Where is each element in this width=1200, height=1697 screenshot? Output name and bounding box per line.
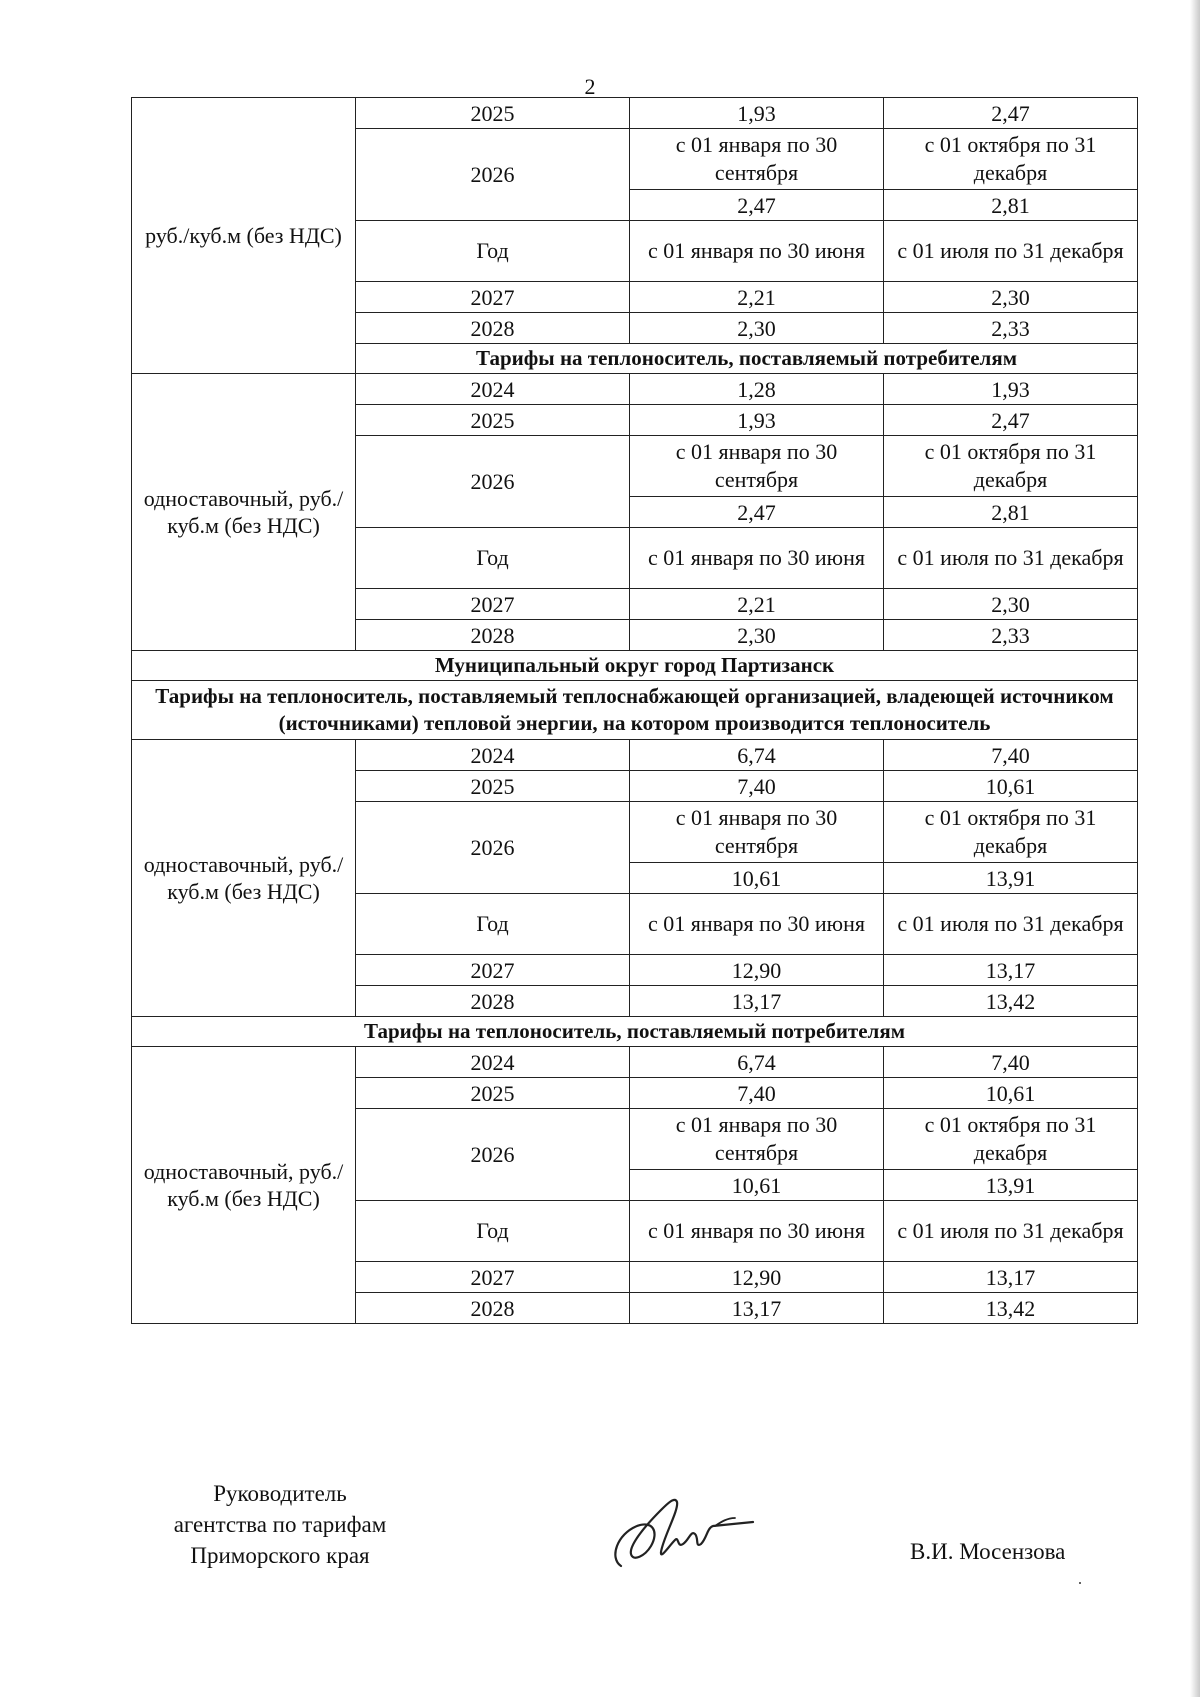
section-row — [132, 651, 1138, 681]
year-cell: 2028 — [356, 620, 630, 651]
value-cell: 2,47 — [630, 497, 884, 528]
period-cell: с 01 октября по 31 декабря — [884, 1109, 1138, 1170]
table-row — [132, 1047, 1138, 1078]
year-cell: 2027 — [356, 589, 630, 620]
period-cell: с 01 октября по 31 декабря — [884, 802, 1138, 863]
table-row — [132, 98, 1138, 129]
year-cell: 2024 — [356, 740, 630, 771]
period-cell: с 01 июля по 31 декабря — [884, 528, 1138, 589]
value-cell: 13,91 — [884, 1170, 1138, 1201]
value-cell: 1,93 — [630, 405, 884, 436]
period-cell: с 01 октября по 31 декабря — [884, 129, 1138, 190]
value-cell: 2,21 — [630, 589, 884, 620]
year-cell: 2025 — [356, 405, 630, 436]
year-cell: 2028 — [356, 986, 630, 1017]
value-cell: 1,93 — [630, 98, 884, 129]
period-cell: с 01 января по 30 июня — [630, 221, 884, 282]
value-cell: 13,91 — [884, 863, 1138, 894]
position-line: Руководитель — [213, 1481, 347, 1506]
position-line: агентства по тарифам — [173, 1512, 387, 1537]
section-heading-partizansk: Муниципальный округ город Партизанск — [132, 651, 1138, 681]
section-heading-consumers: Тарифы на теплоноситель, поставляемый потребителям — [132, 1017, 1138, 1047]
value-cell: 13,17 — [630, 986, 884, 1017]
period-cell: с 01 января по 30 сентября — [630, 436, 884, 497]
page-edge-shadow — [1190, 0, 1200, 1697]
year-cell: 2027 — [356, 955, 630, 986]
year-cell: 2026 — [356, 436, 630, 528]
value-cell: 7,40 — [630, 1078, 884, 1109]
value-cell: 13,17 — [884, 955, 1138, 986]
section-heading-supplier: Тарифы на теплоноситель, поставляемый теплоснабжающей организацией, владеющей источником (источниками) тепловой энергии, на котором производится теплоноситель — [132, 681, 1138, 740]
year-cell: 2027 — [356, 282, 630, 313]
period-cell: с 01 января по 30 сентября — [630, 1109, 884, 1170]
period-cell: с 01 июля по 31 декабря — [884, 1201, 1138, 1262]
unit-cell: руб./куб.м (без НДС) — [132, 98, 356, 374]
year-cell: 2026 — [356, 129, 630, 221]
year-cell: 2024 — [356, 374, 630, 405]
scan-speck — [1079, 1582, 1081, 1584]
value-cell: 2,30 — [630, 313, 884, 344]
year-cell: 2027 — [356, 1262, 630, 1293]
year-cell: 2025 — [356, 1078, 630, 1109]
value-cell: 2,30 — [884, 282, 1138, 313]
period-cell: с 01 июля по 31 декабря — [884, 221, 1138, 282]
value-cell: 12,90 — [630, 955, 884, 986]
table-row — [132, 740, 1138, 771]
section-row — [132, 681, 1138, 740]
value-cell: 7,40 — [884, 1047, 1138, 1078]
year-cell: 2026 — [356, 802, 630, 894]
unit-cell: одноставочный, руб./куб.м (без НДС) — [132, 740, 356, 1017]
year-cell: 2028 — [356, 1293, 630, 1324]
value-cell: 2,33 — [884, 313, 1138, 344]
signatory-name: В.И. Мосензова — [910, 1539, 1066, 1564]
period-cell: с 01 января по 30 сентября — [630, 802, 884, 863]
value-cell: 2,81 — [884, 190, 1138, 221]
value-cell: 2,30 — [630, 620, 884, 651]
value-cell: 2,33 — [884, 620, 1138, 651]
value-cell: 13,17 — [884, 1262, 1138, 1293]
handwritten-signature — [603, 1488, 763, 1578]
value-cell: 7,40 — [630, 771, 884, 802]
value-cell: 2,21 — [630, 282, 884, 313]
signatory-position — [140, 1478, 420, 1571]
year-cell: 2024 — [356, 1047, 630, 1078]
year-cell: 2026 — [356, 1109, 630, 1201]
value-cell: 2,81 — [884, 497, 1138, 528]
value-cell: 2,47 — [630, 190, 884, 221]
value-cell: 10,61 — [884, 1078, 1138, 1109]
value-cell: 2,30 — [884, 589, 1138, 620]
period-cell: с 01 января по 30 сентября — [630, 129, 884, 190]
value-cell: 1,93 — [884, 374, 1138, 405]
value-cell: 2,47 — [884, 98, 1138, 129]
period-cell: с 01 января по 30 июня — [630, 1201, 884, 1262]
period-cell: с 01 октября по 31 декабря — [884, 436, 1138, 497]
value-cell: 13,42 — [884, 1293, 1138, 1324]
position-line: Приморского края — [190, 1543, 370, 1568]
year-header-cell: Год — [356, 1201, 630, 1262]
value-cell: 2,47 — [884, 405, 1138, 436]
section-row — [132, 1017, 1138, 1047]
year-cell: 2025 — [356, 98, 630, 129]
value-cell: 10,61 — [630, 863, 884, 894]
value-cell: 6,74 — [630, 740, 884, 771]
value-cell: 10,61 — [630, 1170, 884, 1201]
value-cell: 7,40 — [884, 740, 1138, 771]
value-cell: 13,17 — [630, 1293, 884, 1324]
period-cell: с 01 июля по 31 декабря — [884, 894, 1138, 955]
value-cell: 10,61 — [884, 771, 1138, 802]
year-cell: 2028 — [356, 313, 630, 344]
page-number: 2 — [584, 74, 596, 99]
year-header-cell: Год — [356, 221, 630, 282]
section-heading-consumers: Тарифы на теплоноситель, поставляемый потребителям — [356, 344, 1138, 374]
unit-cell: одноставочный, руб./куб.м (без НДС) — [132, 1047, 356, 1324]
value-cell: 13,42 — [884, 986, 1138, 1017]
table-row — [132, 374, 1138, 405]
value-cell: 6,74 — [630, 1047, 884, 1078]
year-cell: 2025 — [356, 771, 630, 802]
value-cell: 1,28 — [630, 374, 884, 405]
year-header-cell: Год — [356, 894, 630, 955]
unit-cell: одноставочный, руб./куб.м (без НДС) — [132, 374, 356, 651]
period-cell: с 01 января по 30 июня — [630, 894, 884, 955]
value-cell: 12,90 — [630, 1262, 884, 1293]
period-cell: с 01 января по 30 июня — [630, 528, 884, 589]
tariff-table — [131, 97, 1138, 1324]
year-header-cell: Год — [356, 528, 630, 589]
